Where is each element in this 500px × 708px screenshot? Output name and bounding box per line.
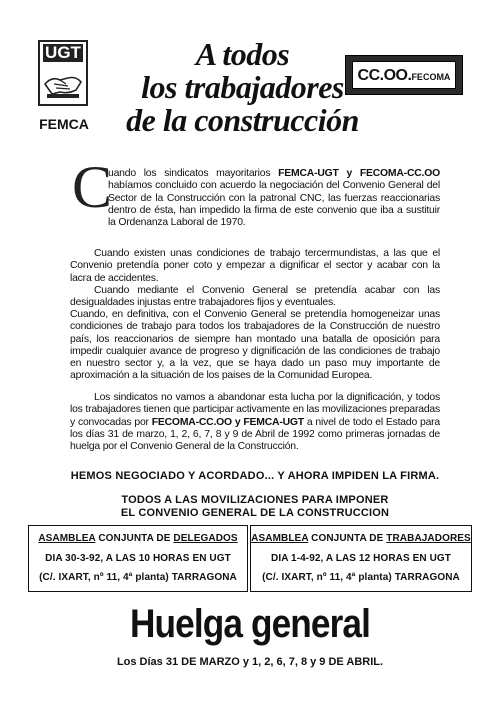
paragraph-1-text-c: habíamos concluido con acuerdo la negociación del Convenio General del Sector de la Construcción con la patronal CNC, las fuerzas reaccionarias dentro de ésta, han impedido la firma de este convenio que iba a sustituir la Ordenanza Laboral de 1970. — [108, 180, 440, 229]
page-title — [120, 38, 365, 137]
paragraph-1 — [108, 168, 440, 229]
paragraph-3: Cuando mediante el Convenio General se pretendía acabar con las desigualdades injustas entre trabajadores fijos y eventuales. — [70, 285, 440, 309]
headline-negotiated: HEMOS NEGOCIADO Y ACORDADO... Y AHORA IMPIDEN LA FIRMA. — [70, 470, 440, 482]
paragraph-4: Cuando, en definitiva, con el Convenio General se pretendía homogeneizar unas condiciones de trabajo para todos los trabajadores de la Construcción de nuestro país, los reaccionarios de siempre han montado una batalla de oposición para impedir cualquier avance de progreso y dignificación de las condiciones de trabajo en nuestro sector y, a la vez, que se haya dado un paso muy importante de aproximación a la situación de los paises de la Comunidad Europea. — [70, 309, 440, 382]
assembly-workers-when: DIA 1-4-92, A LAS 12 HORAS EN UGT — [271, 553, 451, 564]
ugt-logo — [38, 40, 88, 106]
paragraph-5 — [70, 392, 440, 453]
paragraph-2: Cuando existen unas condiciones de trabajo tercermundistas, a las que el Convenio pretendía poner coto y empezar a dignificar el sector y acabar con la lacra de accidentes. — [70, 248, 440, 284]
assembly-middle: CONJUNTA DE — [308, 533, 387, 544]
paragraph-1-unions: FEMCA-UGT y FECOMA-CC.OO — [278, 168, 440, 179]
paragraph-5-unions: FECOMA-CC.OO y FEMCA-UGT — [151, 416, 304, 428]
paragraph-5-text-a: Los sindicatos no vamos a abandonar esta lucha por la dignificación, y todos los trabajadores tienen que participar activamente en las movilizaciones preparadas y convocadas por — [70, 392, 440, 428]
title-line-3: de la construcción — [126, 102, 359, 138]
assembly-workers-where: (C/. IXART, nº 11, 4ª planta) TARRAGONA — [262, 572, 460, 583]
assembly-delegates-when: DIA 30-3-92, A LAS 10 HORAS EN UGT — [45, 553, 231, 564]
ccoo-fecoma-logo — [345, 55, 463, 95]
assembly-delegates-heading — [29, 533, 247, 544]
ugt-logo-text: UGT — [43, 44, 83, 62]
assembly-delegates-word: DELEGADOS — [173, 533, 238, 544]
assembly-workers-box — [250, 525, 472, 592]
title-line-2: los trabajadores — [141, 69, 344, 105]
assembly-delegates-box — [28, 525, 248, 592]
headline-mobilizations-line-1: TODOS A LAS MOVILIZACIONES PARA IMPONER — [121, 494, 389, 506]
femca-label: FEMCA — [39, 116, 89, 132]
strike-dates: Los Días 31 DE MARZO y 1, 2, 6, 7, 8 y 9 DE ABRIL. — [116, 656, 384, 668]
handshake-icon — [42, 64, 84, 102]
assembly-delegates-where: (C/. IXART, nº 11, 4ª planta) TARRAGONA — [39, 572, 237, 583]
assembly-workers-heading — [251, 533, 471, 544]
paragraph-5-text-c: a nivel de todo el Estado para los días 31 de marzo, 1, 2, 6, 7, 8 y 9 de Abril de 1992 como primeras jornadas de huelga por el Convenio General de la Construcción. — [70, 416, 440, 453]
headline-mobilizations — [70, 494, 440, 520]
assembly-word: ASAMBLEA — [38, 533, 96, 544]
ccoo-logo-text — [352, 61, 456, 89]
ccoo-text: CC.OO. — [357, 67, 412, 84]
strike-title: Huelga general — [129, 602, 371, 646]
title-line-1: A todos — [195, 36, 290, 72]
drop-cap: C — [72, 154, 113, 220]
assembly-middle: CONJUNTA DE — [95, 533, 174, 544]
paragraph-1-text-a: uando los sindicatos mayoritarios — [108, 168, 279, 179]
fecoma-text: FECOMA — [411, 72, 451, 82]
assembly-word: ASAMBLEA — [251, 533, 309, 544]
headline-mobilizations-line-2: EL CONVENIO GENERAL DE LA CONSTRUCCION — [120, 507, 390, 519]
assembly-workers-word: TRABAJADORES — [386, 533, 471, 544]
